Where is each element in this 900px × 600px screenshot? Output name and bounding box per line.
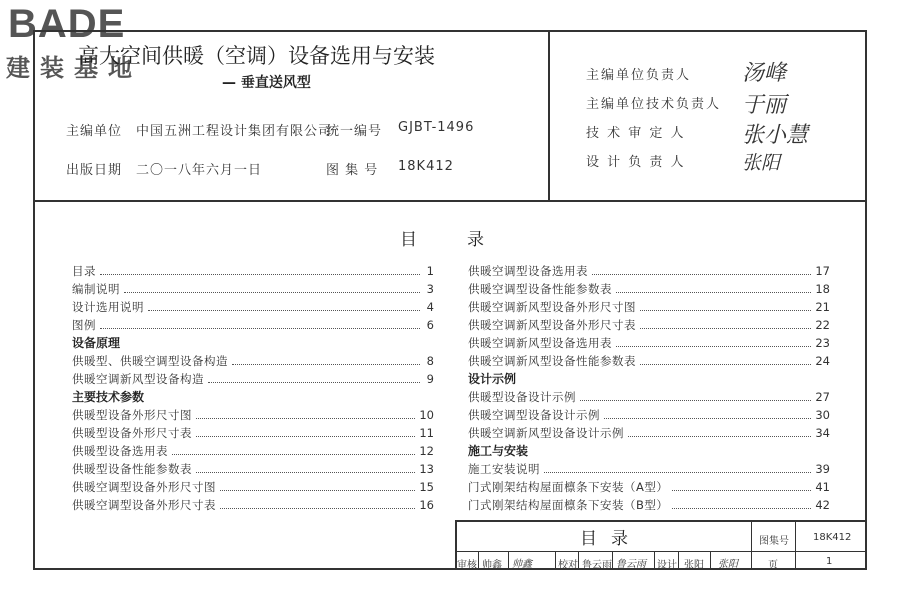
toc-entry[interactable] [468,388,830,406]
toc-entry-page: 16 [419,498,434,512]
titleblock-value-divider [795,520,796,570]
signoff-sep [508,552,509,570]
toc-entry-page: 27 [815,390,830,404]
review-name: 帅鑫 [482,560,502,571]
toc-right-column [468,262,830,514]
toc-entry[interactable] [72,478,434,496]
signature-chief-editor: 汤峰 [742,61,787,86]
toc-entry-page: 21 [815,300,830,314]
role-design-lead: 设 计 负 责 人 [586,155,686,170]
toc-entry-page: 4 [426,300,434,314]
toc-entry[interactable] [72,316,434,334]
toc-entry-label: 设计选用说明 [72,300,144,314]
cover-divider [33,200,867,202]
toc-leader-dots [640,328,811,329]
toc-entry-label: 编制说明 [72,282,120,296]
toc-leader-dots [672,508,811,509]
toc-section-heading: 施工与安装 [468,444,529,458]
toc-entry-label: 供暖空调新风型设备外形尺寸图 [468,300,636,314]
titleblock-top-border [455,520,867,522]
toc-section-heading: 设备原理 [72,336,121,350]
titleblock-atlas-divider [751,520,752,570]
signoff-sep [678,552,679,570]
toc-entry-page: 15 [419,480,434,494]
signoff-sep [710,552,711,570]
toc-entry-label: 供暖空调型设备选用表 [468,264,588,278]
toc-entry-label: 供暖空调型设备外形尺寸图 [72,480,216,494]
watermark-subtitle: 建装基地 [6,54,142,82]
toc-entry-label: 供暖空调新风型设备设计示例 [468,426,624,440]
toc-leader-dots [220,508,415,509]
page-label: 页 [768,560,778,571]
toc-entry-page: 9 [426,372,434,386]
toc-entry-label: 门式刚架结构屋面檩条下安装（A型） [468,480,669,494]
page-value: 1 [826,556,833,567]
review-label: 审核 [457,560,477,571]
toc-entry-label: 供暖空调新风型设备选用表 [468,336,612,350]
toc-entry[interactable] [72,262,434,280]
toc-entry[interactable] [468,424,830,442]
atlas-subtitle: — 垂直送风型 [222,75,311,91]
toc-leader-dots [100,274,420,275]
toc-entry[interactable] [72,370,434,388]
toc-leader-dots [196,436,415,437]
toc-entry[interactable] [72,406,434,424]
titleblock-mid-line [455,551,867,552]
titleblock-atlas-value: 18K412 [813,532,852,543]
toc-leader-dots [616,346,811,347]
date-value: 二〇一八年六月一日 [136,163,263,178]
toc-section-heading: 设计示例 [468,372,517,386]
toc-leader-dots [220,490,415,491]
toc-entry-page: 41 [815,480,830,494]
toc-entry-page: 13 [419,462,434,476]
signoff-sep [555,552,556,570]
toc-entry-page: 3 [426,282,434,296]
signature-technical-chief: 于丽 [742,93,787,118]
toc-leader-dots [232,364,420,365]
code-value: GJBT-1496 [398,120,475,135]
toc-entry-page: 11 [419,426,434,440]
editor-label: 主编单位 [66,124,123,139]
toc-entry-label: 供暖型设备设计示例 [468,390,576,404]
toc-leader-dots [196,472,415,473]
toc-leader-dots [604,418,811,419]
toc-entry[interactable] [72,298,434,316]
toc-entry-page: 18 [815,282,830,296]
check-signature: 鲁云雨 [616,559,646,570]
toc-entry[interactable] [72,442,434,460]
titleblock-name: 目录 [580,529,642,549]
toc-entry-label: 施工安装说明 [468,462,540,476]
role-reviewer: 技 术 审 定 人 [586,126,686,141]
toc-entry-page: 6 [426,318,434,332]
toc-leader-dots [640,310,811,311]
toc-entry-label: 供暖型设备性能参数表 [72,462,192,476]
toc-entry-label: 供暖空调新风型设备性能参数表 [468,354,636,368]
toc-entry-page: 22 [815,318,830,332]
toc-leader-dots [580,400,811,401]
toc-entry[interactable] [72,352,434,370]
signoff-sep [612,552,613,570]
signoff-sep [654,552,655,570]
toc-entry[interactable] [468,262,830,280]
toc-entry-label: 门式刚架结构屋面檩条下安装（B型） [468,498,669,512]
toc-entry-label: 供暖空调新风型设备构造 [72,372,204,386]
code-label: 统一编号 [326,124,383,139]
toc-leader-dots [172,454,415,455]
toc-entry[interactable] [468,316,830,334]
toc-entry-page: 8 [426,354,434,368]
toc-entry[interactable] [468,496,830,514]
toc-entry-label: 供暖空调型设备性能参数表 [468,282,612,296]
toc-leader-dots [640,364,811,365]
toc-entry-label: 供暖型设备外形尺寸表 [72,426,192,440]
check-name: 鲁云雨 [582,560,612,571]
design-signature: 张阳 [718,559,738,570]
toc-entry-label: 目录 [72,264,96,278]
toc-entry-page: 12 [419,444,434,458]
toc-entry[interactable] [468,280,830,298]
toc-entry-label: 供暖空调型设备外形尺寸表 [72,498,216,512]
toc-entry-label: 供暖空调新风型设备外形尺寸表 [468,318,636,332]
toc-left-column [72,262,434,514]
toc-leader-dots [672,490,811,491]
toc-entry[interactable] [72,460,434,478]
toc-leader-dots [628,436,811,437]
signoff-sep [578,552,579,570]
atlas-title: 高大空间供暖（空调）设备选用与安装 [78,44,435,68]
titleblock-atlas-label: 图集号 [759,536,789,547]
signature-reviewer: 张小慧 [742,123,809,148]
atlas-number-label: 图 集 号 [326,163,379,178]
toc-entry[interactable] [72,424,434,442]
date-label: 出版日期 [66,163,123,178]
toc-entry-page: 39 [815,462,830,476]
toc-entry-label: 供暖型设备选用表 [72,444,168,458]
toc-entry[interactable] [468,460,830,478]
toc-leader-dots [124,292,420,293]
toc-entry-page: 10 [419,408,434,422]
toc-entry[interactable] [72,280,434,298]
toc-leader-dots [616,292,811,293]
signature-design-lead: 张阳 [742,152,781,174]
design-label: 设计 [657,560,677,571]
watermark-brand: BADE [8,2,126,46]
toc-leader-dots [208,382,420,383]
toc-entry-page: 1 [426,264,434,278]
toc-entry-page: 42 [815,498,830,512]
editor-value: 中国五洲工程设计集团有限公司 [136,124,333,139]
toc-entry-label: 图例 [72,318,96,332]
toc-entry[interactable] [468,406,830,424]
check-label: 校对 [558,560,578,571]
toc-entry-page: 30 [815,408,830,422]
role-technical-chief: 主编单位技术负责人 [586,97,722,112]
toc-entry-label: 供暖型、供暖空调型设备构造 [72,354,228,368]
review-signature: 帅鑫 [512,559,532,570]
toc-section-heading: 主要技术参数 [72,390,145,404]
toc-leader-dots [592,274,811,275]
toc-entry-page: 17 [815,264,830,278]
role-chief-editor: 主编单位负责人 [586,68,692,83]
signoff-sep [478,552,479,570]
toc-leader-dots [196,418,415,419]
toc-entry-page: 34 [815,426,830,440]
toc-entry[interactable] [468,298,830,316]
toc-entry-label: 供暖空调型设备设计示例 [468,408,600,422]
toc-entry[interactable] [468,334,830,352]
toc-title: 目录 [400,230,534,250]
toc-entry-page: 23 [815,336,830,350]
toc-leader-dots [148,310,420,311]
toc-leader-dots [100,328,420,329]
responsible-divider [548,30,550,200]
atlas-number-value: 18K412 [398,159,454,174]
toc-entry[interactable] [468,478,830,496]
design-name: 张阳 [684,560,704,571]
toc-entry-label: 供暖型设备外形尺寸图 [72,408,192,422]
toc-entry[interactable] [72,496,434,514]
toc-entry[interactable] [468,352,830,370]
toc-leader-dots [544,472,811,473]
toc-entry-page: 24 [815,354,830,368]
